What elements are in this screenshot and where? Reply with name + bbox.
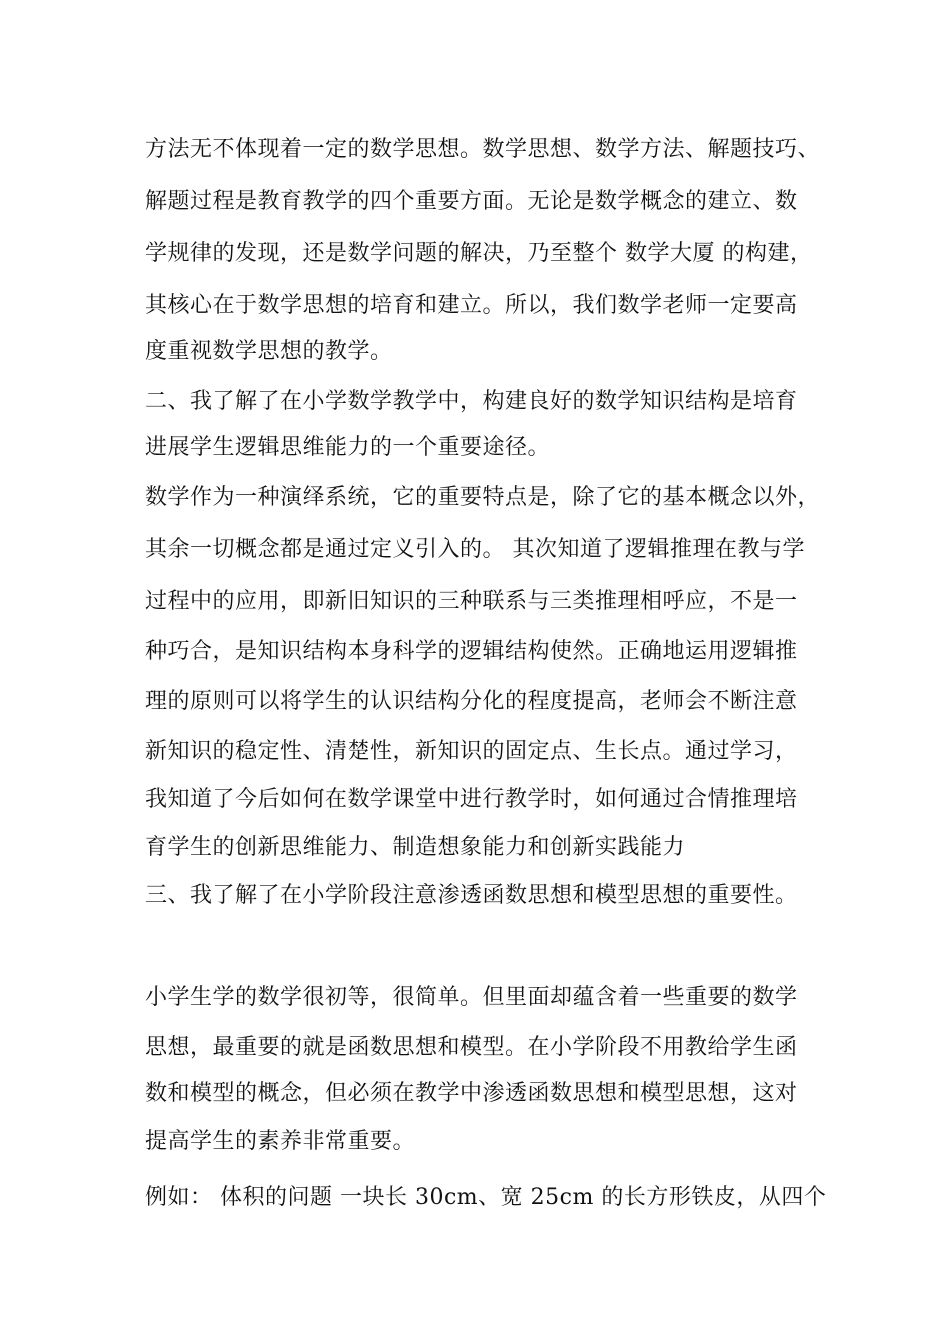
- text-line: 其余一切概念都是通过定义引入的。 其次知道了逻辑推理在教与学: [145, 537, 805, 562]
- text-line: 例如： 体积的问题 一块长 30cm、宽 25cm 的长方形铁皮，从四个: [145, 1185, 827, 1210]
- text-line: 数学作为一种演绎系统，它的重要特点是，除了它的基本概念以外，: [145, 485, 821, 510]
- text-line: 种巧合，是知识结构本身科学的逻辑结构使然。正确地运用逻辑推: [145, 639, 798, 664]
- text-line: 我知道了今后如何在数学课堂中进行教学时，如何通过合情推理培: [145, 787, 798, 812]
- text-line: 育学生的创新思维能力、制造想象能力和创新实践能力: [145, 835, 686, 860]
- text-line: 解题过程是教育教学的四个重要方面。无论是数学概念的建立、数: [145, 189, 798, 214]
- text-line: 提高学生的素养非常重要。: [145, 1129, 416, 1154]
- text-line: 方法无不体现着一定的数学思想。数学思想、数学方法、解题技巧、: [145, 137, 821, 162]
- text-line: 其核心在于数学思想的培育和建立。所以，我们数学老师一定要高: [145, 293, 798, 318]
- text-line: 思想，最重要的就是函数思想和模型。在小学阶段不用教给学生函: [145, 1035, 798, 1060]
- section-heading: 三、我了解了在小学阶段注意渗透函数思想和模型思想的重要性。: [145, 883, 798, 908]
- text-line: 数和模型的概念，但必须在教学中渗透函数思想和模型思想，这对: [145, 1081, 798, 1106]
- text-line: 新知识的稳定性、清楚性，新知识的固定点、生长点。通过学习，: [145, 739, 798, 764]
- text-line: 度重视数学思想的教学。: [145, 339, 393, 364]
- text-line: 理的原则可以将学生的认识结构分化的程度提高，老师会不断注意: [145, 689, 798, 714]
- text-line: 学规律的发现，还是数学问题的解决，乃至整个 数学大厦 的构建，: [145, 241, 813, 266]
- section-heading: 二、我了解了在小学数学教学中，构建良好的数学知识结构是培育: [145, 389, 798, 414]
- text-line: 过程中的应用，即新旧知识的三种联系与三类推理相呼应，不是一: [145, 589, 798, 614]
- text-line: 小学生学的数学很初等，很简单。但里面却蕴含着一些重要的数学: [145, 985, 798, 1010]
- text-line: 进展学生逻辑思维能力的一个重要途径。: [145, 435, 551, 460]
